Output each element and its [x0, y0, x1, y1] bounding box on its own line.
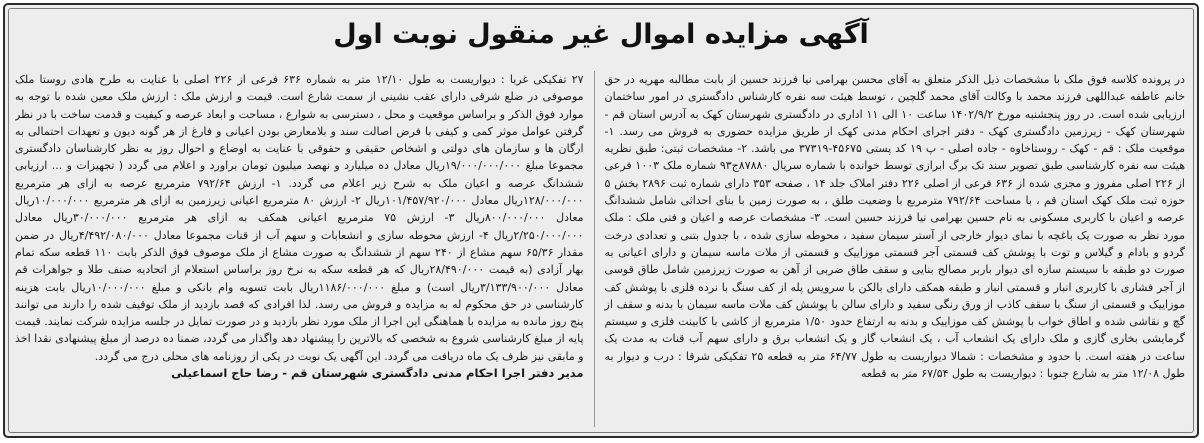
notice-left-column-text: ۲۷ تفکیکی غربا : دیواریست به طول ۱۲/۱۰ متر به شماره ۶۳۶ فرعی از ۲۲۶ اصلی با عنایت به طرح هادی روستا ملک موصوفی در ضلع شرقی دارای عقب نشینی از سمت شارع است. قیمت و ارزش ملک : ارزش ملک معین شده با توجه به موارد فوق الذکر و براساس موقعیت و محل ، دسترسی به شوارع ، مساحت و ابعاد عرصه و کیفیت و قدمت ساخت با در نظر گرفتن عوامل موثر کمی و کیفی با فرض اصالت سند و بلامعارض بودن اعیانی و فارغ از هر گونه دیون و تعهدات احتمالی به ارگان ها و سازمان های دولتی و اشخاص حقیقی و حقوقی با عنایت به اوضاع و احوال روز به نظر کارشناسان دادگستری مجموعا مبلغ ۱۹/۰۰۰/۰۰۰/۰۰۰ریال معادل ده میلیارد و نهصد میلیون تومان براورد و اعلام می گردد ( تجهیزات و ... ارزیابی ششدانگ عرصه و اعیان ملک به شرح زیر اعلام می گردد. ۱- ارزش ۷۹۲/۶۴ مترمربع عرصه به ازای هر مترمربع ۱۲۸/۰۰۰/۰۰۰ریال معادل ۱۰۱/۴۵۷/۹۲۰/۰۰۰ریال ۲- ارزش ۸۰ مترمربع اعیانی زیرزمین به ازای هر مترمربع ۱۰/۰۰۰/۰۰۰ریال معادل ۸۰۰/۰۰۰/۰۰۰ریال ۳- ارزش ۷۵ مترمربع اعیانی همکف به ازای هر مترمربع ۳۰/۰۰۰/۰۰۰ریال معادل ۲/۲۵۰/۰۰۰/۰۰۰ریال ۴- ارزش محوطه سازی و انشعابات و سهم آب از قنات مجموعا معادل ۴/۴۹۲/۰۸۰/۰۰۰ریال در ضمن مقدار ۶۵/۳۶ سهم مشاع از ۲۴۰ سهم از ششدانگ به صورت مشاع از ملک موصوف فوق الذکر بابت ۱۱۰ قطعه سکه تمام بهار آزادی (به قیمت ۲۸/۴۹۰/۰۰۰ریال که هر قطعه سکه به نرخ روز براساس استعلام از اتحادیه صنف طلا و جواهرات قم معادل ۳/۱۳۳/۹۰۰/۰۰۰ریال است) و مبلغ ۱۱۸۶/۰۰۰/۰۰۰ریال بابت تسویه وام بانکی و مبلغ ۱۰/۰۰۰/۰۰۰ریال بابت هزینه کارشناسی در حق محکوم له به مزایده و فروش می رسد. لذا افرادی که قصد بازدید از ملک توقیف شده را دارند می توانند پنج روز مانده به مزایده با هماهنگی این اجرا از ملک مورد نظر بازدید و در صورت تمایل در جلسه مزایده شرکت نمایند. قیمت پایه از مبلغ کارشناسی شروع به شخصی که بالاترین را پیشنهاد دهد واگذار می گردد، ضمنا ده درصد از مبلغ پیشنهادی نقدا اخذ و مابقی نیز ظرف یک ماه دریافت می گردد. این آگهی یک نوبت در یکی از روزنامه های محلی درج می گردد.	[15, 73, 584, 363]
notice-left-column	[15, 71, 595, 427]
notice-title: آگهی مزایده اموال غیر منقول نوبت اول	[333, 19, 869, 50]
notice-right-column-text: در پرونده کلاسه فوق ملک با مشخصات ذیل الذکر متعلق به آقای محسن بهرامی نیا فرزند حسین از بابت مطالبه مهریه در حق خانم عاطفه عبداللهی فرزند محمد با وکالت آقای محمد گلچین ، توسط هیئت سه نفره کارشناس دادگستری در امور ساختمان ارزیابی شده است. در روز پنجشنبه مورخ ۱۴۰۲/۹/۲ ساعت ۱۰ الی ۱۱ اداری در دادگستری شهرستان کهک به آدرس استان قم - شهرستان کهک - زیرزمین دادگستری کهک - دفتر اجرای احکام مدنی کهک از طریق مزایده حضوری به فروش می رسد. ۱- موقعیت ملک : قم - کهک - روستاخاوه - جاده اصلی - پ ۱۹ کد پستی ۴۵۶۷۵-۳۷۳۱۹ می باشد. ۲- مشخصات ثبتی: طبق نظریه هیئت سه نفره کارشناسی طبق تصویر سند تک برگ ابرازی توسط خوانده با شماره سریال ۸۷۸۸۰ج۹۳ شماره ملک ۱۰۰۳ فرعی از ۲۲۶ اصلی مفروز و مجزی شده از ۶۳۶ فرعی از اصلی ۲۲۶ دفتر املاک جلد ۱۴ ، صفحه ۳۵۳ دارای شماره ثبت ۲۸۹۶ بخش ۵ حوزه ثبت ملک کهک استان قم ، با مساحت ۷۹۲/۶۴ مترمربع با وضعیت طلق ، به صورت زمین با بنای احداثی شامل ششدانگ عرصه و اعیان با کاربری مسکونی به نام حسین بهرامی نیا فرزند حسین است. ۳- مشخصات عرصه و اعیان و فنی ملک : ملک مورد نظر به صورت یک باغچه با نمای دیوار خارجی از آستر سیمان سفید ، محوطه سازی شده ، با جدول بتنی و تعدادی درخت گردو و بادام و گیلاس و توت با پوشش کف قسمتی آجر قسمتی موزاییک و قسمتی از ملات ماسه سیمان و دارای اعیانی به صورت دو طبقه با سیستم سازه ای دیوار باربر مصالح بنایی و سقف طاق ضربی از آهن به صورت زیرزمین شامل طاق قوسی از آجر فشاری با کاربری انبار و قسمتی انبار و طبقه همکف دارای بالکن با سرویس پله از کف سنگ با نرده فلزی با پوشش کف موزاییک و قسمتی از سنگ با سقف کاذب از ورق رنگی سفید و دارای سالن با پوشش کف ملات ماسه سیمان با بدنه و سقف از گچ و نقاشی شده و اطاق خواب با پوشش کف موزاییک و بدنه به ارتفاع حدود ۱/۵۰ مترمربع از کاشی با کابینت فلزی و سیستم گرمایشی بخاری گازی و ملک دارای یک انشعاب آب ، یک انشعاب گاز و یک انشعاب برق و دارای سهم آب قنات به مدت یک ساعت در هفته است. با حدود و مشخصات : شمالا دیواریست به طول ۶۴/۷۷ متر به قطعه ۲۵ تفکیکی شرقا : درب و دیوار به طول ۱۲/۰۸ متر به شارع جنوبا : دیواریست به طول ۶۷/۵۴ متر به قطعه	[604, 73, 1185, 381]
notice-columns	[15, 71, 1185, 427]
notice-frame	[3, 3, 1199, 438]
notice-signature: مدیر دفتر اجرا احکام مدنی دادگستری شهرستان قم - رضا حاج اسماعیلی	[171, 366, 584, 381]
notice-right-column	[595, 71, 1185, 427]
